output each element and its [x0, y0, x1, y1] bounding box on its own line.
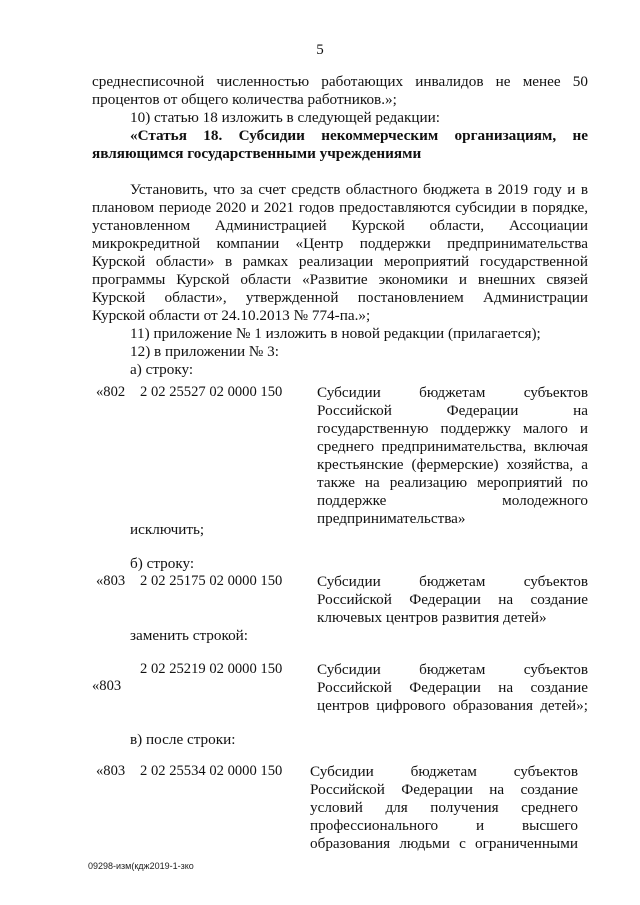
entry-desc-line: условий для получения среднего	[310, 799, 578, 816]
entry-desc-line: Российской Федерации на	[317, 402, 588, 419]
entry-desc-line: Субсидии бюджетам субъектов	[317, 384, 588, 401]
entry-desc-line: Российской Федерации на создание	[317, 591, 588, 608]
article-heading-cont: являющимся государственными учреждениями	[92, 145, 422, 162]
entry-code: 2 02 25527 02 0000 150	[140, 384, 283, 400]
entry-label: б) строку:	[130, 555, 195, 572]
entry-desc-line: Субсидии бюджетам субъектов	[317, 661, 588, 678]
entry-desc-line: Российской Федерации на создание	[310, 781, 578, 798]
entry-desc-line: поддержке молодежного	[317, 492, 588, 509]
entry-desc-line: ключевых центров развития детей»	[317, 609, 547, 626]
text-line: Установить, что за счет средств областного бюджета в 2019 году и в	[130, 181, 588, 198]
footer-doc-id: 09298-изм(кдж2019-1-зко	[88, 861, 194, 871]
text-line: установленном Администрацией Курской области, Ассоциации	[92, 217, 588, 234]
text-line: плановом периоде 2020 и 2021 годов предоставляются субсидии в порядке,	[92, 199, 588, 216]
text-line: Курской области от 24.10.2013 № 774-па.»;	[92, 307, 371, 324]
entry-desc-line: профессионального и высшего	[310, 817, 578, 834]
text-line: а) строку:	[130, 361, 194, 378]
entry-desc-line: центров цифрового образования детей»;	[317, 697, 588, 714]
text-line: среднесписочной численностью работающих инвалидов не менее 50	[92, 73, 588, 90]
entry-desc-line: также на реализацию мероприятий по	[317, 474, 588, 491]
entry-desc-line: Субсидии бюджетам субъектов	[317, 573, 588, 590]
entry-action: заменить строкой:	[130, 627, 249, 644]
entry-action: исключить;	[130, 521, 205, 538]
entry-desc-line: среднего предпринимательства, включая	[317, 438, 588, 455]
entry-label: в) после строки:	[130, 731, 236, 748]
entry-desc-line: государственную поддержку малого и	[317, 420, 588, 437]
entry-code: 2 02 25175 02 0000 150	[140, 573, 283, 589]
text-line: 10) статью 18 изложить в следующей редакции:	[130, 109, 440, 126]
text-line: 11) приложение № 1 изложить в новой редакции (прилагается);	[130, 325, 541, 342]
entry-prefix: «803	[92, 678, 122, 694]
entry-prefix: «803	[96, 763, 126, 779]
page-number: 5	[316, 42, 324, 58]
entry-code: 2 02 25219 02 0000 150	[140, 661, 283, 677]
entry-code: 2 02 25534 02 0000 150	[140, 763, 283, 779]
text-line: программы Курской области «Развитие экономики и внешних связей	[92, 271, 588, 288]
entry-desc-line: крестьянские (фермерские) хозяйства, а	[317, 456, 588, 473]
entry-desc-line: предпринимательства»	[317, 510, 466, 527]
article-heading: «Статья 18. Субсидии некоммерческим организациям, не	[130, 127, 588, 144]
entry-desc-line: Субсидии бюджетам субъектов	[310, 763, 578, 780]
text-line: процентов от общего количества работников.»;	[92, 91, 397, 108]
text-line: Курской области» в рамках реализации мероприятий государственной	[92, 253, 588, 270]
text-line: 12) в приложении № 3:	[130, 343, 279, 360]
entry-desc-line: образования людьми с ограниченными	[310, 835, 578, 852]
text-line: микрокредитной компании «Центр поддержки предпринимательства	[92, 235, 588, 252]
entry-desc-line: Российской Федерации на создание	[317, 679, 588, 696]
entry-prefix: «802	[96, 384, 126, 400]
text-line: Курской области», утвержденной постановлением Администрации	[92, 289, 588, 306]
entry-prefix: «803	[96, 573, 126, 589]
